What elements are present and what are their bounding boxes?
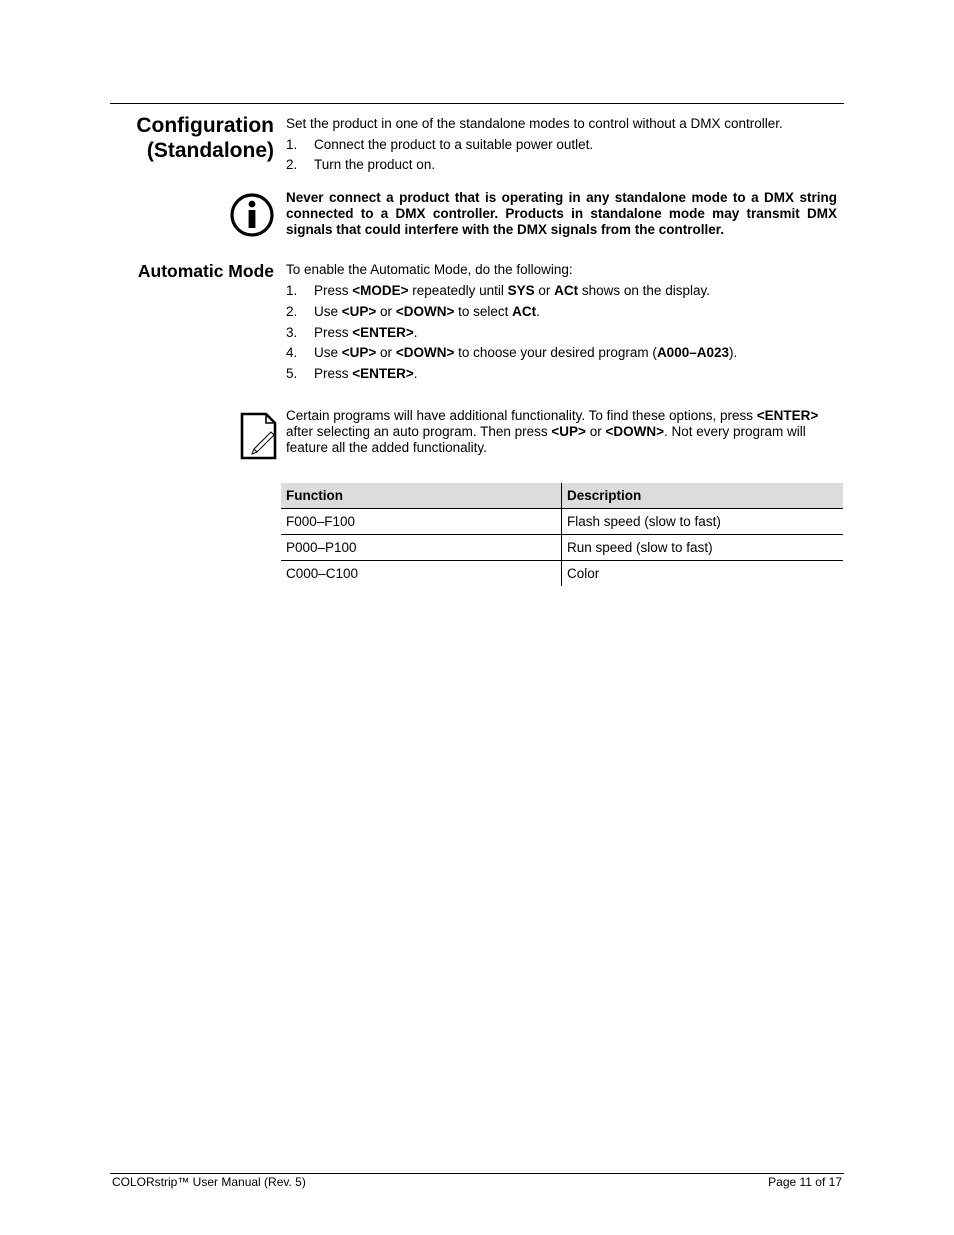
footer-rule xyxy=(110,1173,844,1174)
table-cell: Color xyxy=(567,566,600,581)
footer-page-number: Page 11 of 17 xyxy=(768,1175,842,1189)
note-text: Certain programs will have additional functionality. To find these options, press <ENTER> after selecting an auto program. Then press <UP> or <DOWN>. Not every program will feature all the added functionality. xyxy=(286,408,819,455)
list-item: 2. Turn the product on. xyxy=(286,157,436,172)
table-cell: C000–C100 xyxy=(281,561,562,587)
table-row xyxy=(281,561,843,587)
list-item: 1. Press <MODE> repeatedly until SYS or ACt shows on the display. xyxy=(286,283,710,298)
table-cell: F000–F100 xyxy=(281,509,562,535)
column-header-description: Description xyxy=(562,483,844,509)
list-item: 5. Press <ENTER>. xyxy=(286,366,418,381)
list-item: 1. Connect the product to a suitable power outlet. xyxy=(286,137,594,152)
section-intro: Set the product in one of the standalone modes to control without a DMX controller. xyxy=(286,116,783,131)
list-item: 2. Use <UP> or <DOWN> to select ACt. xyxy=(286,304,540,319)
note-pencil-icon xyxy=(240,412,278,460)
table-cell: P000–P100 xyxy=(281,535,562,561)
header-rule xyxy=(110,103,844,104)
section-heading-automatic-mode: Automatic Mode xyxy=(137,261,274,281)
section-intro: To enable the Automatic Mode, do the following: xyxy=(286,262,573,277)
table-header-row xyxy=(281,483,843,509)
info-circle-icon xyxy=(230,193,274,237)
list-item: 3. Press <ENTER>. xyxy=(286,325,418,340)
table-cell: Run speed (slow to fast) xyxy=(562,535,844,561)
table-cell: Flash speed (slow to fast) xyxy=(562,509,844,535)
table-row xyxy=(281,535,843,561)
section-heading-configuration: Configuration (Standalone) xyxy=(136,114,274,162)
footer-manual-title: COLORstrip™ User Manual (Rev. 5) xyxy=(112,1175,306,1189)
function-table xyxy=(281,483,843,586)
list-item: 4. Use <UP> or <DOWN> to choose your desired program (A000–A023). xyxy=(286,345,738,360)
column-header-function: Function xyxy=(281,483,562,509)
warning-text: Never connect a product that is operating in any standalone mode to a DMX string connected to a DMX controller. Products in standalone mode may transmit DMX signals that could interfere with the DMX signals from the controller. xyxy=(286,190,837,237)
table-row xyxy=(281,509,843,535)
